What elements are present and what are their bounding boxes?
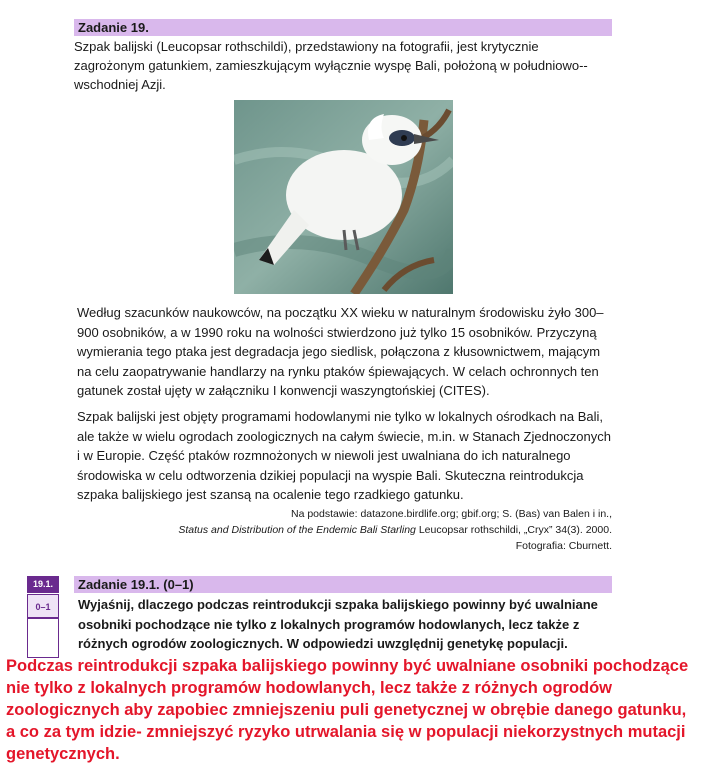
paragraph-2: Szpak balijski jest objęty programami hodowlanymi nie tylko w lokalnych ośrodkach na Bali, ale także w wielu ogrodach zoologicznych na całym świecie, m.in. w Stanach Zjednoczonych i w Europie. Część ptaków rozmnożonych w niewoli jest uwalniana do ich naturalnego środowiska w celu odtworzenia dzikiej populacji na wyspie Bali. Skuteczna reintrodukcja szpaka balijskiego jest szansą na ocalenie tego rzadkiego gatunku. <box>77 409 611 502</box>
subtask-question: Wyjaśnij, dlaczego podczas reintrodukcji szpaka balijskiego powinny być uwalniane osobniki pochodzące nie tylko z lokalnych programów hodowlanych, lecz także z różnych ogrodów zoologicznych. W odpowiedzi uwzględnij genetykę populacji. <box>78 597 598 651</box>
subtask-points: 0–1 <box>27 594 59 618</box>
subtask-number: 19.1. <box>27 576 59 593</box>
source-line-2 <box>120 522 612 538</box>
source-title: Status and Distribution of the Endemic Bali Starling <box>178 524 416 536</box>
task-title: Zadanie 19. <box>74 19 612 36</box>
bali-starling-photo <box>234 100 453 294</box>
paragraph-1: Według szacunków naukowców, na początku XX wieku w naturalnym środowisku żyło 300–900 osobników, a w 1990 roku na wolności stwierdzono już tylko 15 osobników. Przyczyną wymierania tego ptaka jest degradacja jego siedlisk, połączona z kłusownictwem, mającym na celu zaopatrywanie handlarzy na rynku ptaków śpiewających. W celach ochronnych ten gatunek został ujęty w załączniku I konwencji waszyngtońskiej (CITES). <box>77 305 604 398</box>
score-box[interactable] <box>27 618 59 658</box>
bird-illustration <box>234 100 453 294</box>
subtask-title: Zadanie 19.1. (0–1) <box>74 576 612 593</box>
source-line-1: Na podstawie: datazone.birdlife.org; gbif.org; S. (Bas) van Balen i in., <box>290 508 612 520</box>
answer-text: Podczas reintrodukcji szpaka balijskiego powinny być uwalniane osobniki pochodzące nie tylko z lokalnych programów hodowlanych, lecz także z różnych ogrodów zoologicznych aby zapobiec zmniejszeniu puli genetycznej w obrębie danego gatunku, a co za tym idzie- zmniejszyć ryzyko utrwalania się w populacji niekorzystnych mutacji genetycznych. <box>6 657 689 763</box>
task-intro: Szpak balijski (Leucopsar rothschildi), przedstawiony na fotografii, jest krytycznie zagrożonym gatunkiem, zamieszkującym wyłącznie wyspę Bali, położoną w południowo--wschodniej Azji. <box>74 39 588 92</box>
photo-credit: Fotografia: Cburnett. <box>515 540 612 552</box>
source-rest: Leucopsar rothschildi, „Cryx” 34(3). 2000. <box>415 524 612 536</box>
